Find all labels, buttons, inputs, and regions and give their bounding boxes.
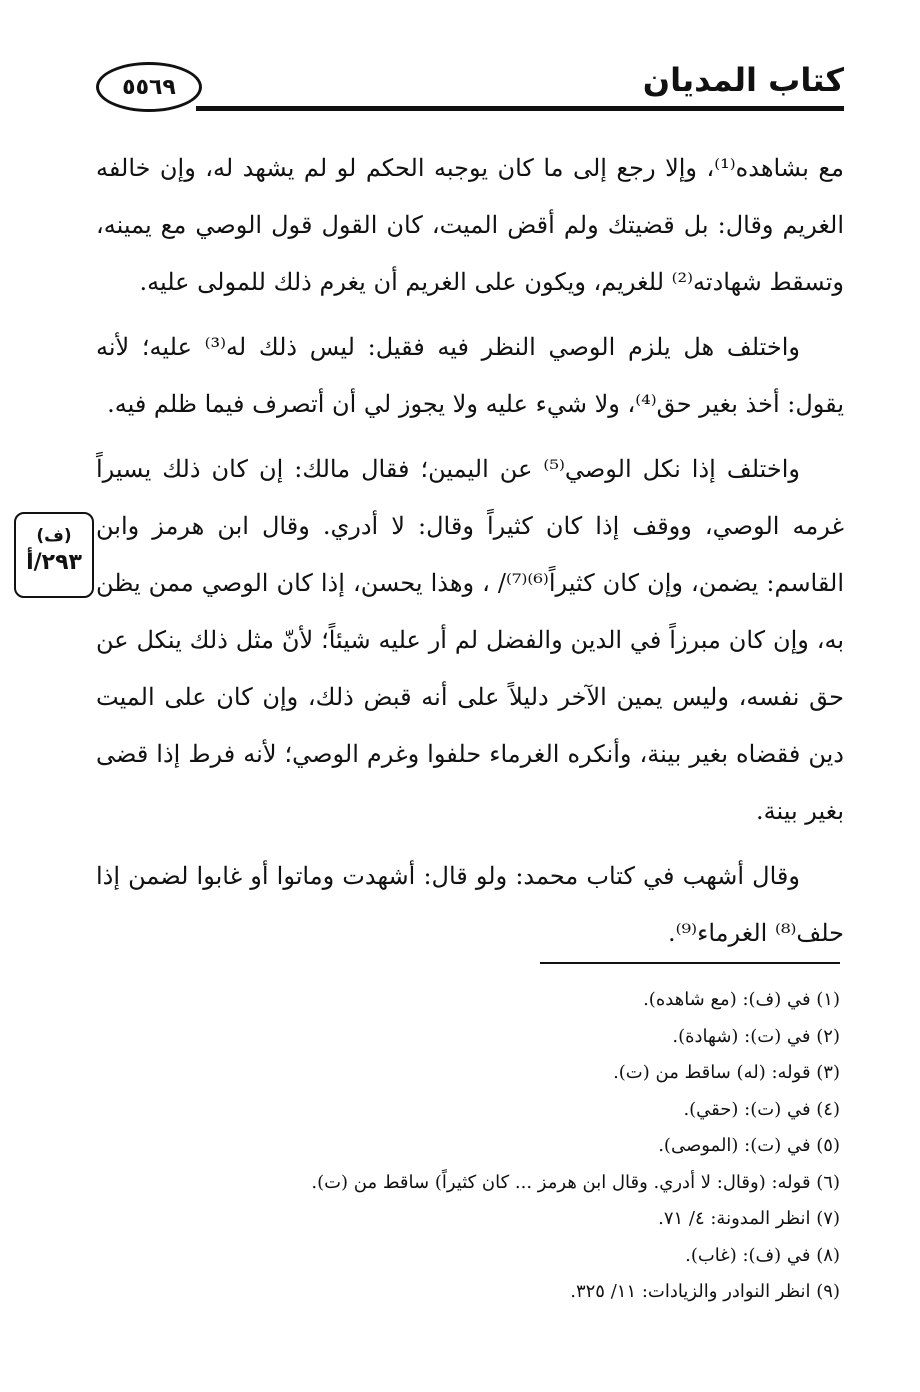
page-number: ٥٥٦٩ xyxy=(122,74,176,100)
paragraph-1: مع بشاهده⁽¹⁾، وإلا رجع إلى ما كان يوجبه الحكم لو لم يشهد له، وإن خالفه الغريم وقال: بل قضيتك ولم أقض الميت، كان القول قول الوصي مع يمينه، وتسقط شهادته⁽²⁾ للغريم، ويكون على الغريم أن يغرم ذلك للمولى عليه. xyxy=(96,154,844,296)
page-header xyxy=(96,58,844,118)
footnote-3: (٣) قوله: (له) ساقط من (ت). xyxy=(613,1062,840,1083)
main-text xyxy=(96,140,844,970)
footnote-5: (٥) في (ت): (الموصى). xyxy=(658,1135,840,1156)
footnote-8: (٨) في (ف): (غاب). xyxy=(685,1244,840,1266)
manuscript-folio-marker xyxy=(14,512,94,598)
footnotes-list xyxy=(96,982,840,1311)
paragraph-3: واختلف إذا نكل الوصي⁽⁵⁾ عن اليمين؛ فقال مالك: إن كان ذلك يسيراً غرمه الوصي، ووقف إذا كان كثيراً وقال: لا أدري. وقال ابن هرمز وابن القاسم: يضمن، وإن كان كثيراً⁽⁶⁾⁽⁷⁾/ ، وهذا يحسن، إذا كان الوصي ممن يظن به، وإن كان مبرزاً في الدين والفضل لم أر عليه شيئاً؛ لأنّ مثل ذلك ينكل عن حق نفسه، وليس يمين الآخر دليلاً على أنه قبض ذلك، وإن كان على الميت دين فقضاه بغير بينة، وأنكره الغرماء حلفوا وغرم الوصي؛ لأنه فرط إذا قضى بغير بينة. xyxy=(96,455,844,825)
paragraph-4: وقال أشهب في كتاب محمد: ولو قال: أشهدت وماتوا أو غابوا لضمن إذا حلف⁽⁸⁾ الغرماء⁽⁹⁾. xyxy=(96,862,844,947)
footnote-1: (١) في (ف): (مع شاهده). xyxy=(643,989,840,1010)
book-title: كتاب المديان xyxy=(642,61,844,99)
footnote-separator xyxy=(540,962,840,964)
footnote-2: (٢) في (ت): (شهادة). xyxy=(672,1025,840,1047)
header-rule xyxy=(196,106,844,111)
footnote-6: (٦) قوله: (وقال: لا أدري. وقال ابن هرمز ... كان كثيراً) ساقط من (ت). xyxy=(311,1171,840,1193)
footnote-4: (٤) في (ت): (حقي). xyxy=(683,1098,840,1120)
folio-number: ٢٩٣/أ xyxy=(26,550,82,575)
manuscript-siglum: (ف) xyxy=(36,526,72,546)
footnote-7: (٧) انظر المدونة: ٤/ ٧١. xyxy=(658,1208,840,1229)
footnote-9: (٩) انظر النوادر والزيادات: ١١/ ٣٢٥. xyxy=(570,1281,840,1302)
paragraph-2: واختلف هل يلزم الوصي النظر فيه فقيل: ليس ذلك له⁽³⁾ عليه؛ لأنه يقول: أخذ بغير حق⁽⁴⁾، ولا شيء عليه ولا يجوز لي أن أتصرف فيما ظلم فيه. xyxy=(96,333,844,418)
page-number-oval xyxy=(96,62,202,112)
